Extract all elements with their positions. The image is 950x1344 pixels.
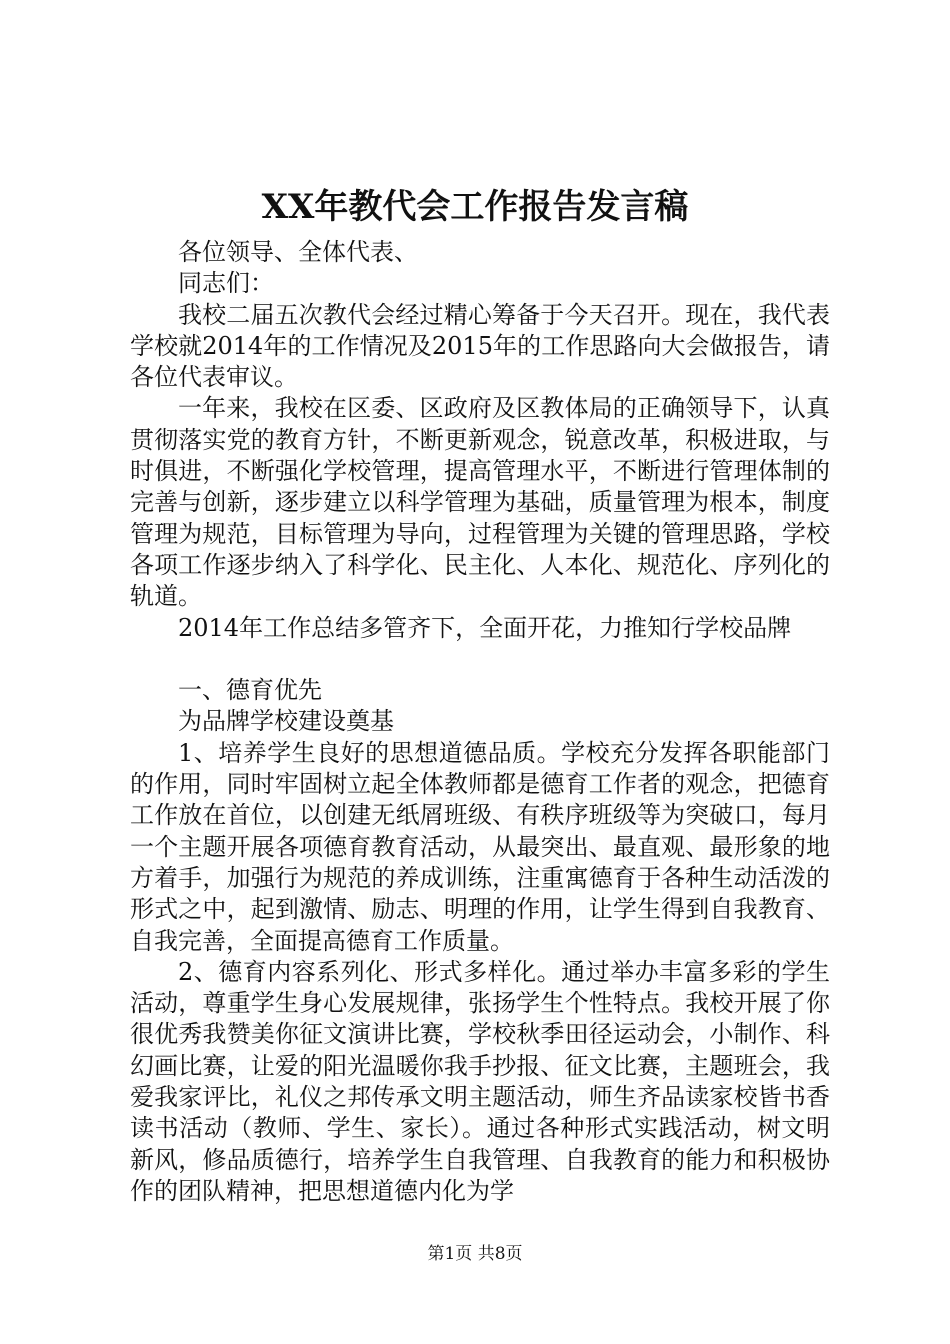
paragraph-overview: 一年来，我校在区委、区政府及区教体局的正确领导下，认真贯彻落实党的教育方针，不断更新观念，锐意改革，积极进取，与时俱进，不断强化学校管理，提高管理水平，不断进行管理体制的完善与创新，逐步建立以科学管理为基础，质量管理为根本，制度管理为规范，目标管理为导向，过程管理为关键的管理思路，学校各项工作逐步纳入了科学化、民主化、人本化、规范化、序列化的轨道。 <box>130 394 830 611</box>
greeting-line-2: 同志们： <box>178 269 274 298</box>
document-title: XX年教代会工作报告发言稿 <box>261 187 689 227</box>
section-subheading-moral: 为品牌学校建设奠基 <box>178 707 394 736</box>
paragraph-intro: 我校二届五次教代会经过精心筹备于今天召开。现在，我代表学校就2014年的工作情况及2015年的工作思路向大会做报告，请各位代表审议。 <box>130 300 830 392</box>
paragraph-item-1: 1、培养学生良好的思想道德品质。学校充分发挥各职能部门的作用，同时牢固树立起全体教师都是德育工作者的观念，把德育工作放在首位，以创建无纸屑班级、有秩序班级等为突破口，每月一个主题开展各项德育教育活动，从最突出、最直观、最形象的地方着手，加强行为规范的养成训练，注重寓德育于各种生动活泼的形式之中，起到激情、励志、明理的作用，让学生得到自我教育、自我完善，全面提高德育工作质量。 <box>130 738 830 955</box>
page-footer: 第1页 共8页 <box>427 1244 523 1264</box>
section-heading-summary: 2014年工作总结多管齐下，全面开花，力推知行学校品牌 <box>178 613 792 642</box>
document-body <box>130 237 830 1207</box>
section-heading-moral: 一、德育优先 <box>178 676 322 705</box>
greeting-line-1: 各位领导、全体代表、 <box>178 238 418 266</box>
paragraph-item-2: 2、德育内容系列化、形式多样化。通过举办丰富多彩的学生活动，尊重学生身心发展规律，张扬学生个性特点。我校开展了你很优秀我赞美你征文演讲比赛，学校秋季田径运动会，小制作、科幻画比赛，让爱的阳光温暖你我手抄报、征文比赛，主题班会，我爱我家评比，礼仪之邦传承文明主题活动，师生齐品读家校皆书香读书活动（教师、学生、家长）。通过各种形式实践活动，树文明新风，修品质德行，培养学生自我管理、自我教育的能力和积极协作的团队精神，把思想道德内化为学 <box>130 957 830 1205</box>
blank-line <box>130 644 830 675</box>
